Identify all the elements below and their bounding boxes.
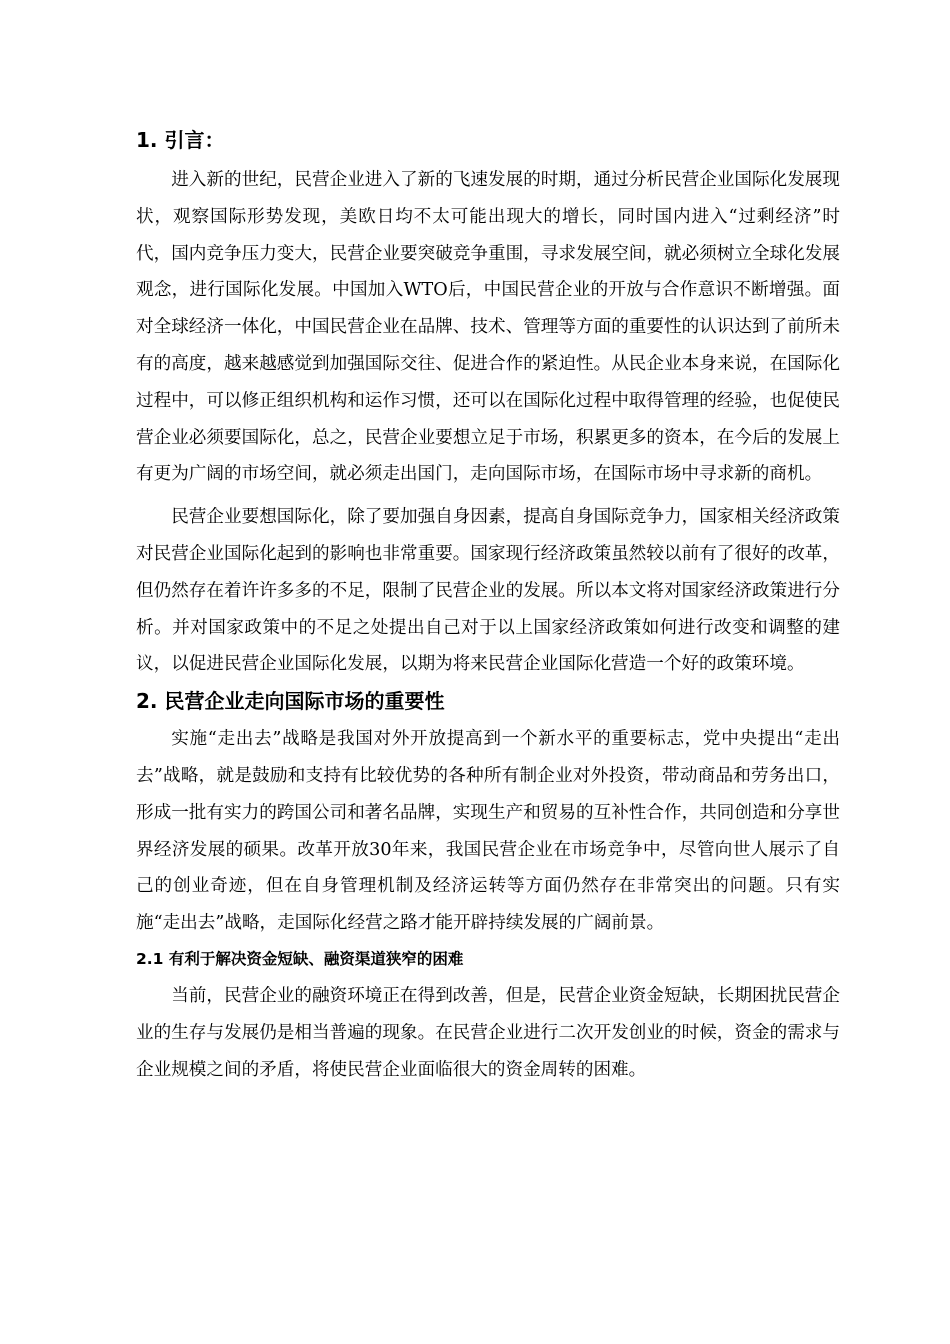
document-body xyxy=(136,124,840,1088)
section-title-importance: 2. 民营企业走向国际市场的重要性 xyxy=(136,689,445,714)
subsection-title-funding: 2.1 有利于解决资金短缺、融资渠道狭窄的困难 xyxy=(136,949,464,968)
paragraph: 民营企业要想国际化，除了要加强自身因素，提高自身国际竞争力，国家相关经济政策对民营企业国际化起到的影响也非常重要。国家现行经济政策虽然较以前有了很好的改革，但仍然存在着许许多多的不足，限制了民营企业的发展。所以本文将对国家经济政策进行分析。并对国家政策中的不足之处提出自己对于以上国家经济政策如何进行改变和调整的建议，以促进民营企业国际化发展，以期为将来民营企业国际化营造一个好的政策环境。 xyxy=(136,507,840,675)
section-title-introduction: 1. 引言： xyxy=(136,128,225,152)
paragraph: 实施“走出去”战略是我国对外开放提高到一个新水平的重要标志，党中央提出“走出去”战略，就是鼓励和支持有比较优势的各种所有制企业对外投资，带动商品和劳务出口，形成一批有实力的跨国公司和著名品牌，实现生产和贸易的互补性合作，共同创造和分享世界经济发展的硕果。改革开放30年来，我国民营企业在市场竞争中，尽管向世人展示了自己的创业奇迹，但在自身管理机制及经济运转等方面仍然存在非常突出的问题。只有实施“走出去”战略，走国际化经营之路才能开辟持续发展的广阔前景。 xyxy=(136,729,840,934)
paragraph: 进入新的世纪，民营企业进入了新的飞速发展的时期，通过分析民营企业国际化发展现状，观察国际形势发现，美欧日均不太可能出现大的增长，同时国内进入“过剩经济”时代，国内竞争压力变大，民营企业要突破竞争重围，寻求发展空间，就必须树立全球化发展观念，进行国际化发展。中国加入WTO后，中国民营企业的开放与合作意识不断增强。面对全球经济一体化，中国民营企业在品牌、技术、管理等方面的重要性的认识达到了前所未有的高度，越来越感觉到加强国际交往、促进合作的紧迫性。从民企业本身来说，在国际化过程中，可以修正组织机构和运作习惯，还可以在国际化过程中取得管理的经验，也促使民营企业必须要国际化，总之，民营企业要想立足于市场，积累更多的资本，在今后的发展上有更为广阔的市场空间，就必须走出国门，走向国际市场，在国际市场中寻求新的商机。 xyxy=(136,170,840,485)
paragraph: 当前，民营企业的融资环境正在得到改善，但是，民营企业资金短缺，长期困扰民营企业的生存与发展仍是相当普遍的现象。在民营企业进行二次开发创业的时候，资金的需求与企业规模之间的矛盾，将使民营企业面临很大的资金周转的困难。 xyxy=(136,985,840,1080)
